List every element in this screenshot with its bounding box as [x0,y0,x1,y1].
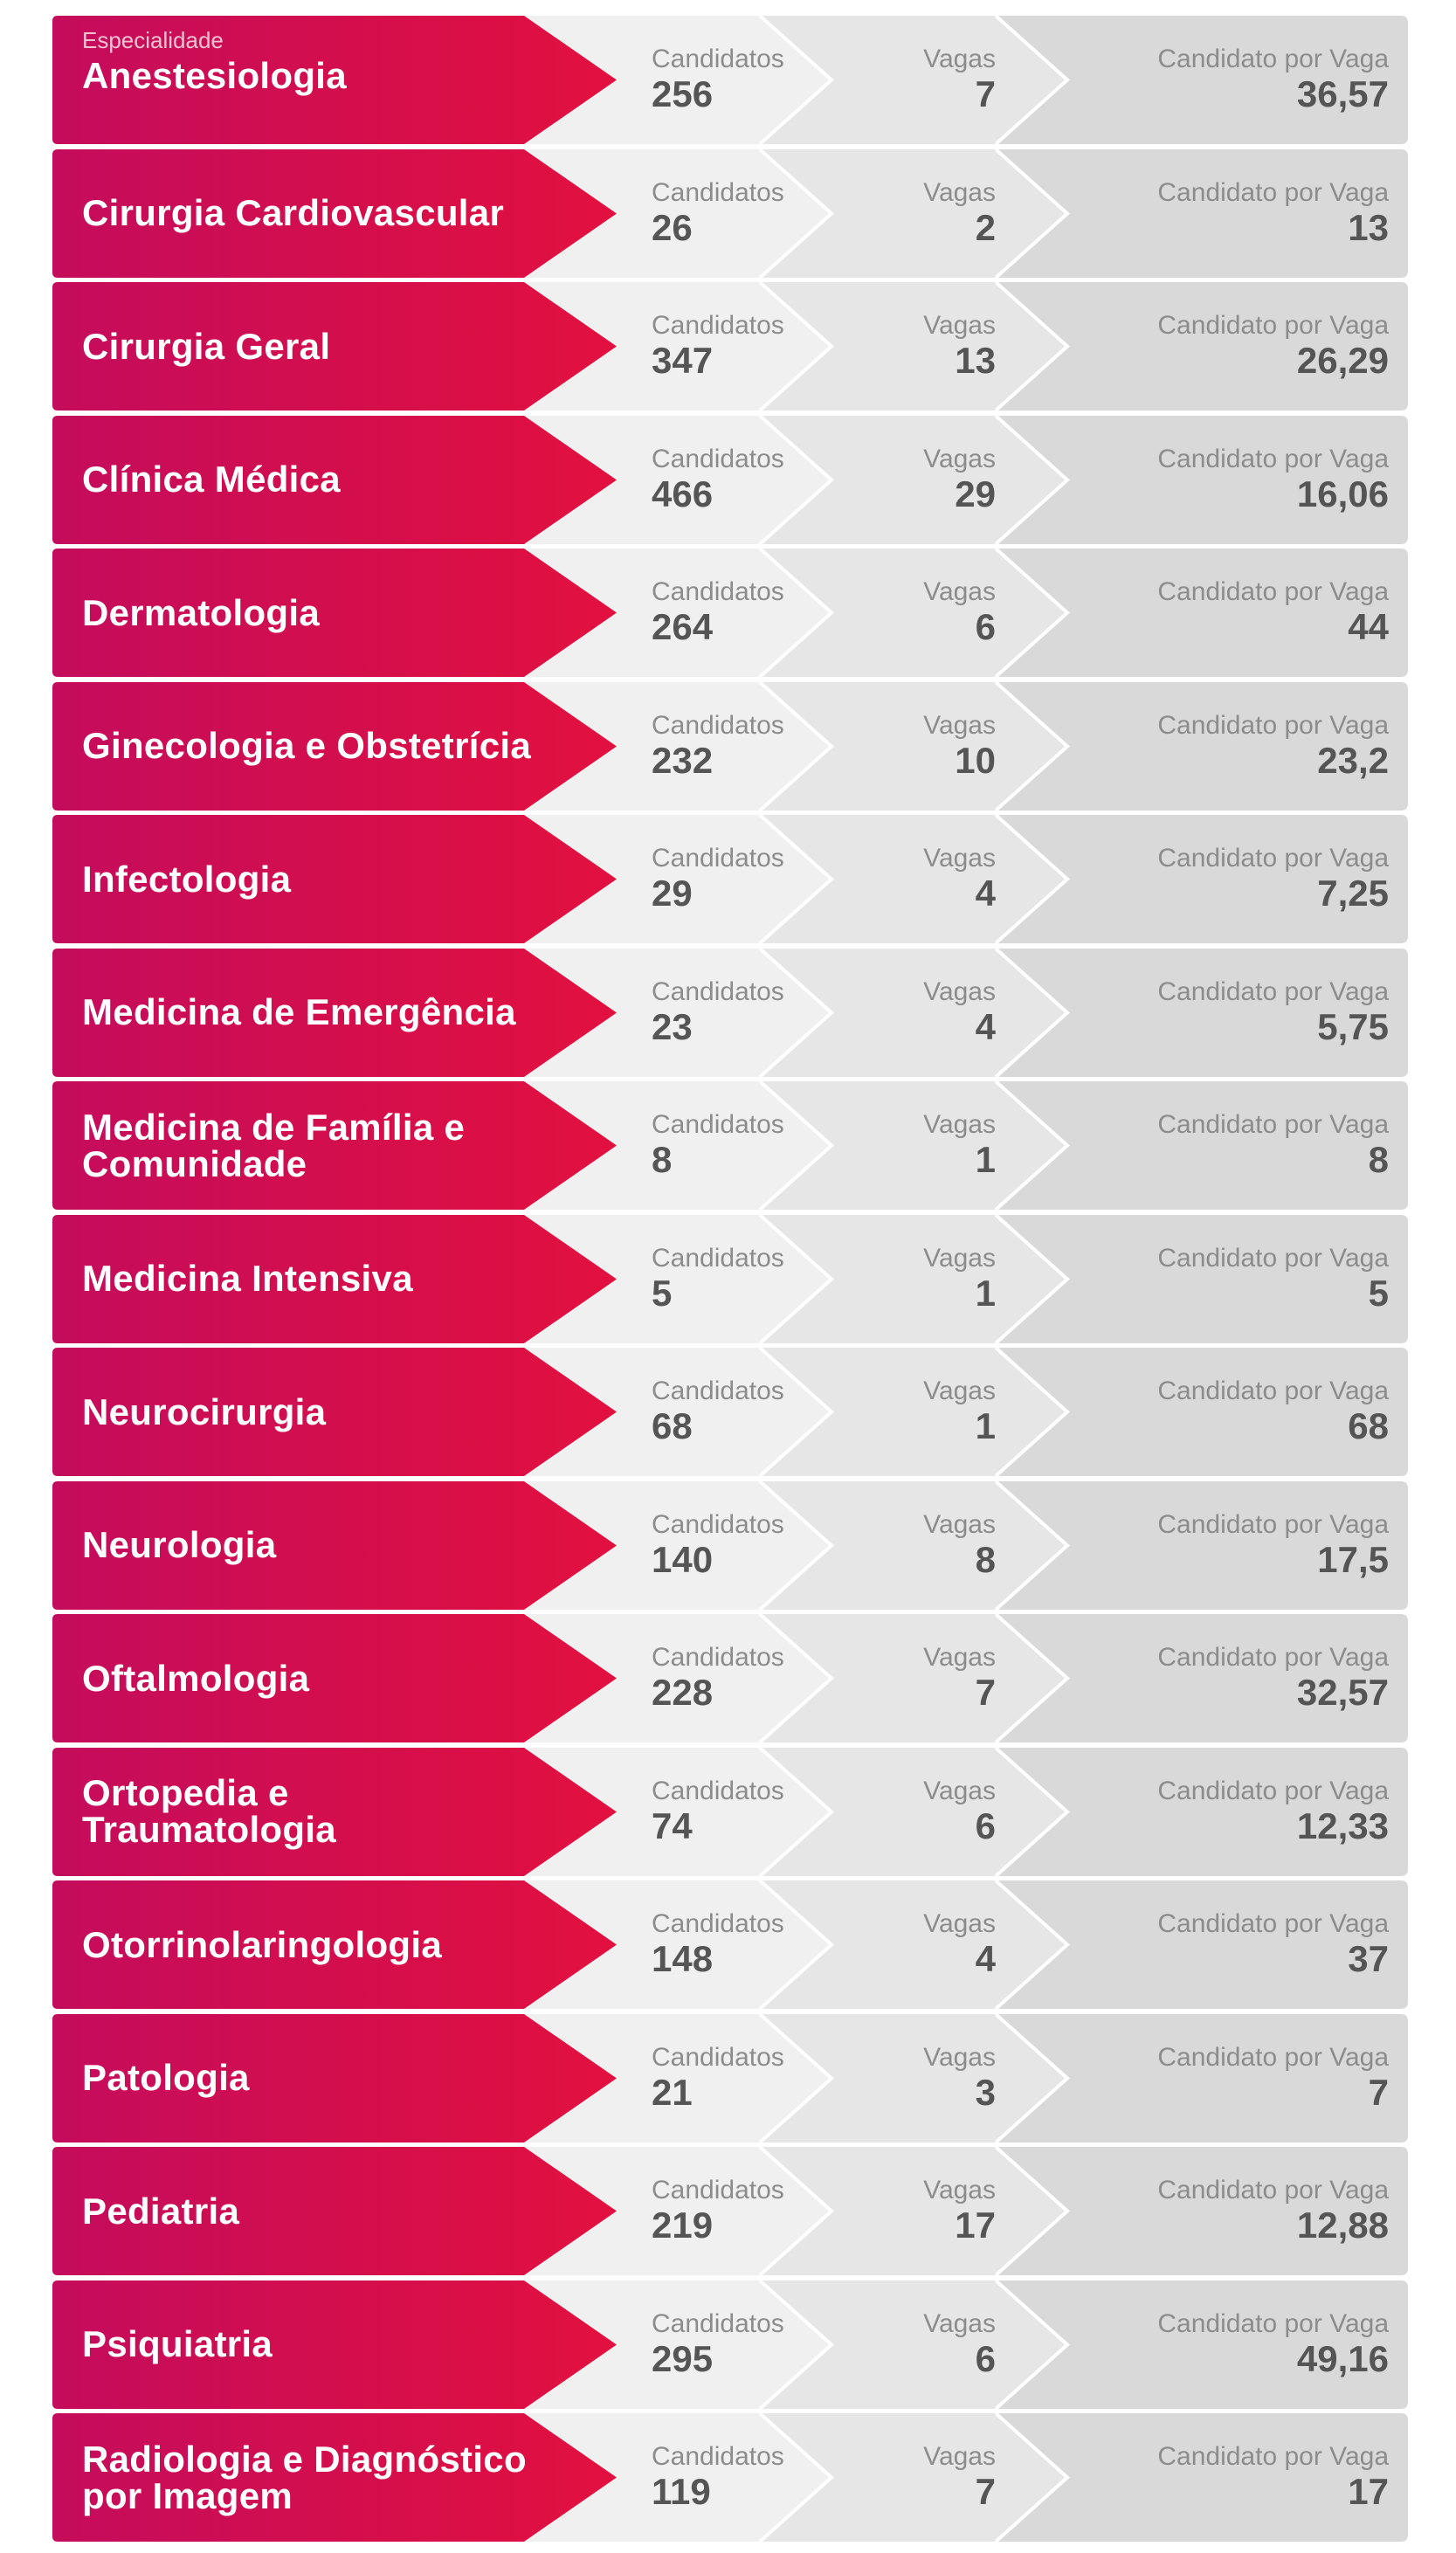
candidates-label: Candidatos [652,976,784,1006]
specialty-name [82,1081,641,1210]
candidates-label: Candidatos [652,1243,784,1273]
ratio-value: 5 [1368,1272,1389,1314]
specialty-name [82,1348,641,1476]
ratio-value: 5,75 [1317,1005,1389,1047]
candidates-value: 119 [652,2471,711,2512]
candidates-value: 23 [652,1005,693,1047]
ratio-value: 26,29 [1296,340,1389,381]
specialty-name [82,2280,641,2409]
vacancies-value: 8 [975,1538,996,1580]
ratio-label: Candidato por Vaga [1157,2308,1389,2338]
vacancies-label: Vagas [923,2308,996,2338]
ratio-label: Candidato por Vaga [1157,844,1389,873]
specialty-name-line: Infectologia [82,858,292,900]
vacancies-label: Vagas [923,2176,996,2205]
specialty-name-line: Radiologia e Diagnóstico [82,2438,527,2480]
vacancies-value: 7 [975,2471,996,2512]
specialty-name [82,2147,641,2275]
vacancies-label: Vagas [923,976,996,1006]
vacancies-label: Vagas [923,1243,996,1273]
ratio-label: Candidato por Vaga [1157,444,1389,473]
vacancies-value: 1 [975,1272,996,1314]
vacancies-label: Vagas [923,444,996,473]
table-row [52,549,1408,677]
candidates-value: 295 [652,2337,714,2379]
vacancies-value: 4 [975,1938,996,1979]
ratio-value: 16,06 [1296,473,1389,514]
specialty-name [82,1748,641,1876]
candidates-label: Candidatos [652,2042,784,2072]
specialty-name-line: Traumatologia [82,1809,336,1850]
candidates-value: 29 [652,873,693,914]
ratio-value: 32,57 [1296,1672,1389,1713]
ratio-label: Candidato por Vaga [1157,1110,1389,1139]
specialty-name [82,682,641,811]
candidates-value: 5 [652,1272,673,1314]
candidates-label: Candidatos [652,710,784,740]
vacancies-value: 7 [975,73,996,114]
vacancies-value: 6 [975,1804,996,1846]
vacancies-value: 13 [955,340,996,381]
candidates-value: 466 [652,473,714,514]
vacancies-value: 29 [955,473,996,514]
ratio-label: Candidato por Vaga [1157,577,1389,606]
ratio-label: Candidato por Vaga [1157,2042,1389,2072]
candidates-value: 219 [652,2205,714,2246]
ratio-label: Candidato por Vaga [1157,710,1389,740]
vacancies-value: 4 [975,1005,996,1047]
table-row [52,16,1408,144]
specialty-name-line: Patologia [82,2057,250,2098]
vacancies-label: Vagas [923,844,996,873]
candidates-value: 347 [652,340,714,381]
candidates-value: 74 [652,1804,693,1846]
specialty-name [82,1481,641,1610]
ratio-label: Candidato por Vaga [1157,1909,1389,1938]
vacancies-label: Vagas [923,1909,996,1938]
specialty-name-line: Dermatologia [82,591,320,633]
vacancies-value: 6 [975,2337,996,2379]
candidates-label: Candidatos [652,1509,784,1539]
specialty-name-line: Psiquiatria [82,2323,273,2364]
candidates-value: 8 [652,1139,673,1180]
ratio-label: Candidato por Vaga [1157,2442,1389,2471]
candidates-label: Candidatos [652,1776,784,1805]
ratio-value: 12,33 [1296,1804,1389,1846]
ratio-value: 17,5 [1317,1538,1389,1580]
specialty-name-line: Anestesiologia [82,55,347,96]
specialty-name-line: Medicina de Família e [82,1106,466,1148]
table-row [52,2147,1408,2275]
candidates-label: Candidatos [652,1377,784,1405]
candidates-label: Candidatos [652,2176,784,2205]
table-row [52,682,1408,811]
specialty-name-line: Neurologia [82,1524,277,1565]
table-row [52,2014,1408,2142]
table-row [52,2280,1408,2409]
candidates-label: Candidatos [652,1110,784,1139]
candidates-label: Candidatos [652,2308,784,2338]
specialty-column-header: Especialidade [82,27,224,53]
table-row [52,2413,1408,2542]
ratio-value: 68 [1348,1405,1389,1446]
vacancies-value: 1 [975,1139,996,1180]
specialty-name-line: Comunidade [82,1142,307,1184]
candidates-label: Candidatos [652,1643,784,1672]
ratio-label: Candidato por Vaga [1157,311,1389,340]
vacancies-label: Vagas [923,1377,996,1405]
vacancies-label: Vagas [923,577,996,606]
specialty-name-line: Pediatria [82,2190,240,2232]
table-row [52,1748,1408,1876]
specialty-name [82,815,641,943]
specialty-name [82,549,641,677]
specialty-name-line: Cirurgia Cardiovascular [82,192,505,233]
vacancies-label: Vagas [923,1643,996,1672]
candidates-value: 21 [652,2071,693,2113]
specialty-name [82,282,641,411]
specialty-name [82,1215,641,1343]
ratio-label: Candidato por Vaga [1157,1509,1389,1539]
specialty-name [82,2413,641,2542]
ratio-label: Candidato por Vaga [1157,1776,1389,1805]
specialty-name [82,416,641,544]
specialty-name-line: Cirurgia Geral [82,325,331,367]
table-row [52,282,1408,411]
specialty-name-line: por Imagem [82,2474,293,2516]
vacancies-label: Vagas [923,2442,996,2471]
vacancies-label: Vagas [923,1509,996,1539]
candidates-value: 148 [652,1938,714,1979]
specialty-name [82,149,641,278]
candidates-label: Candidatos [652,45,784,73]
candidates-label: Candidatos [652,844,784,873]
candidates-value: 232 [652,739,714,781]
candidates-value: 68 [652,1405,693,1446]
ratio-label: Candidato por Vaga [1157,177,1389,207]
table-row [52,1481,1408,1610]
ratio-value: 8 [1368,1139,1389,1180]
ratio-label: Candidato por Vaga [1157,2176,1389,2205]
specialty-name [82,949,641,1077]
candidates-value: 264 [652,606,714,647]
specialty-name-line: Ortopedia e [82,1772,289,1813]
candidates-label: Candidatos [652,2442,784,2471]
vacancies-label: Vagas [923,710,996,740]
table-row [52,416,1408,544]
vacancies-label: Vagas [923,177,996,207]
vacancies-label: Vagas [923,1776,996,1805]
specialty-name-line: Medicina Intensiva [82,1258,413,1299]
ratio-label: Candidato por Vaga [1157,976,1389,1006]
vacancies-value: 10 [955,739,996,781]
candidates-label: Candidatos [652,1909,784,1938]
ratio-label: Candidato por Vaga [1157,45,1389,73]
ratio-value: 12,88 [1296,2205,1389,2246]
specialty-name [82,1880,641,2009]
candidates-label: Candidatos [652,577,784,606]
ratio-value: 49,16 [1296,2337,1389,2379]
candidates-value: 140 [652,1538,714,1580]
table-row [52,949,1408,1077]
ratio-value: 36,57 [1296,73,1389,114]
vacancies-value: 1 [975,1405,996,1446]
table-row [52,1614,1408,1742]
vacancies-label: Vagas [923,1110,996,1139]
ratio-value: 17 [1348,2471,1389,2512]
table-row [52,1880,1408,2009]
ratio-label: Candidato por Vaga [1157,1243,1389,1273]
table-row [52,149,1408,278]
specialty-name-line: Clínica Médica [82,459,341,500]
table-row [52,1348,1408,1476]
ratio-value: 44 [1348,606,1389,647]
vacancies-value: 2 [975,206,996,248]
specialty-name [82,1614,641,1742]
vacancies-label: Vagas [923,2042,996,2072]
candidates-label: Candidatos [652,444,784,473]
candidates-value: 228 [652,1672,714,1713]
vacancies-label: Vagas [923,311,996,340]
ratio-value: 37 [1348,1938,1389,1979]
specialty-name [82,2014,641,2142]
specialty-name-line: Oftalmologia [82,1657,310,1699]
ratio-value: 13 [1348,206,1389,248]
vacancies-value: 3 [975,2071,996,2113]
vacancies-value: 17 [955,2205,996,2246]
candidates-label: Candidatos [652,177,784,207]
ratio-label: Candidato por Vaga [1157,1377,1389,1405]
vacancies-value: 6 [975,606,996,647]
vacancies-value: 7 [975,1672,996,1713]
vacancies-value: 4 [975,873,996,914]
ratio-label: Candidato por Vaga [1157,1643,1389,1672]
candidates-value: 256 [652,73,714,114]
ratio-value: 23,2 [1317,739,1389,781]
specialty-name-line: Ginecologia e Obstetrícia [82,725,531,766]
ratio-value: 7,25 [1317,873,1389,914]
specialty-name-line: Neurocirurgia [82,1390,327,1432]
specialty-name-line: Medicina de Emergência [82,991,516,1032]
specialty-name-line: Otorrinolaringologia [82,1923,442,1965]
candidates-value: 26 [652,206,693,248]
table-row [52,1081,1408,1210]
vacancies-label: Vagas [923,45,996,73]
table-row [52,1215,1408,1343]
candidates-label: Candidatos [652,311,784,340]
table-row [52,815,1408,943]
ratio-value: 7 [1368,2071,1389,2113]
